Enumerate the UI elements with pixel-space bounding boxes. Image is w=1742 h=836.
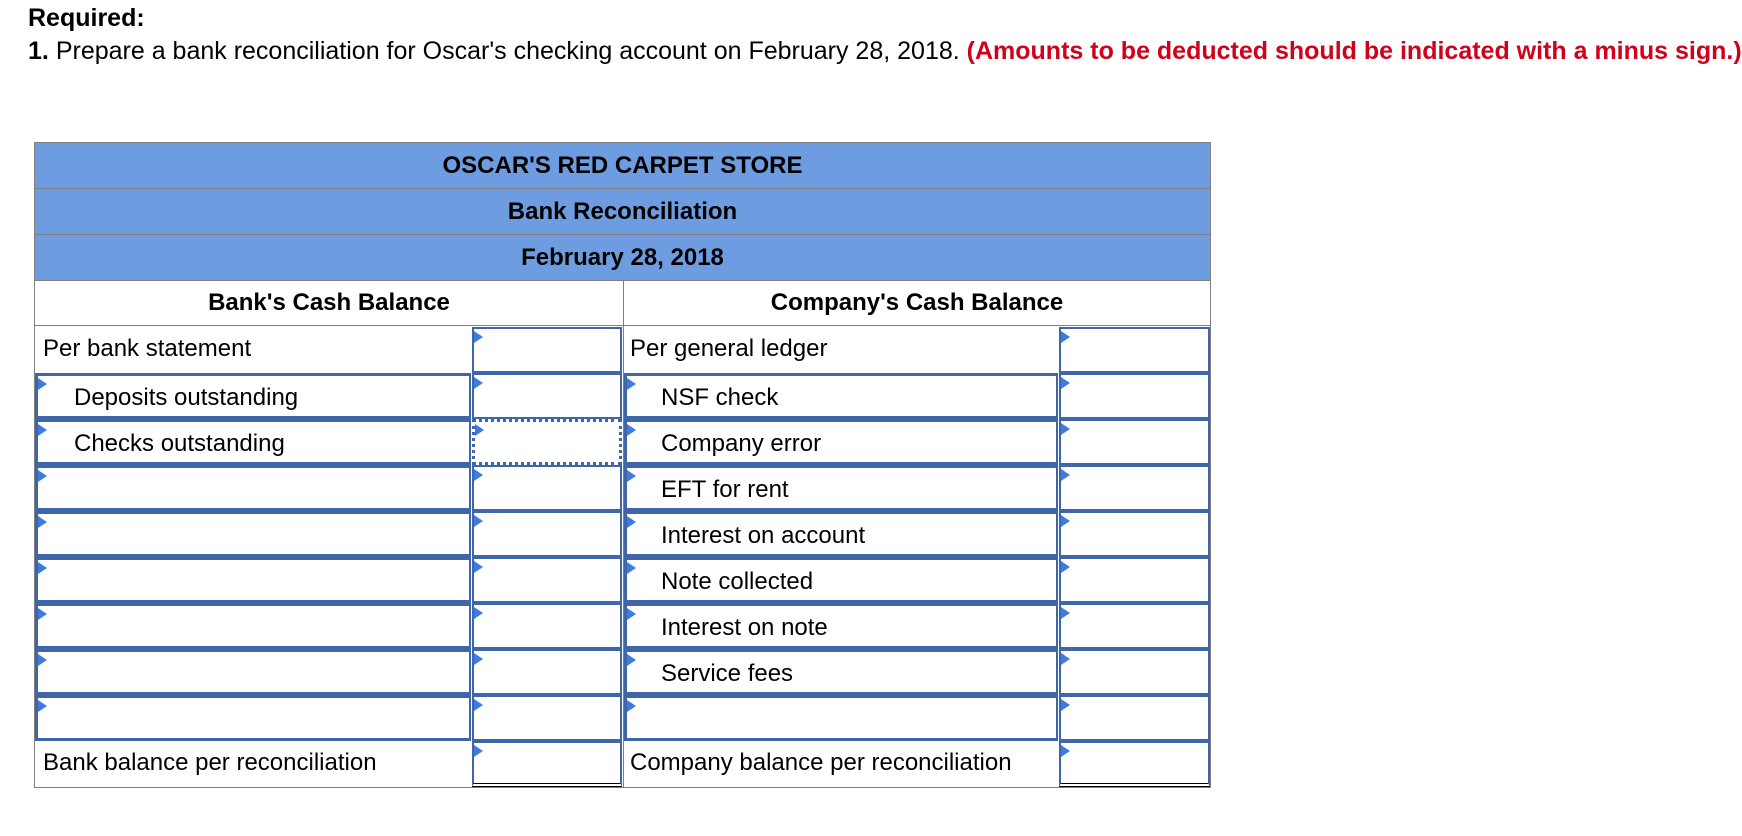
input-flag-icon: [1061, 607, 1070, 619]
table-row: [35, 465, 1210, 511]
company-total-label: Company balance per reconciliation: [630, 749, 1012, 776]
company-item-select[interactable]: Service fees: [624, 649, 1058, 695]
dropdown-flag-icon: [627, 562, 636, 574]
company-item-select[interactable]: Interest on account: [624, 511, 1058, 557]
dropdown-flag-icon: [38, 516, 47, 528]
per-bank-statement-label: Per bank statement: [43, 335, 252, 362]
instruction-number: 1.: [28, 37, 49, 65]
dropdown-flag-icon: [38, 700, 47, 712]
company-item-select[interactable]: Company error: [624, 419, 1058, 465]
input-flag-icon: [474, 331, 483, 343]
dropdown-flag-icon: [38, 654, 47, 666]
bank-amount-input[interactable]: [472, 603, 622, 649]
bank-amount-input[interactable]: [472, 511, 622, 557]
bank-balance-header: Bank's Cash Balance: [35, 281, 623, 326]
bank-item-select[interactable]: [35, 695, 471, 741]
company-amount-input[interactable]: [1059, 603, 1210, 649]
dropdown-flag-icon: [627, 424, 636, 436]
dropdown-flag-icon: [627, 608, 636, 620]
input-flag-icon: [1061, 561, 1070, 573]
company-amount-input[interactable]: [1059, 327, 1210, 373]
bank-amount-input[interactable]: [472, 649, 622, 695]
company-name: OSCAR'S RED CARPET STORE: [35, 143, 1210, 189]
dropdown-flag-icon: [627, 654, 636, 666]
company-total-input[interactable]: [1059, 741, 1210, 787]
company-item-select[interactable]: Interest on note: [624, 603, 1058, 649]
table-row: [35, 511, 1210, 557]
input-flag-icon: [474, 607, 483, 619]
dropdown-flag-icon: [627, 700, 636, 712]
bank-item-select[interactable]: [35, 603, 471, 649]
bank-total-label: Bank balance per reconciliation: [43, 749, 377, 776]
input-flag-icon: [1061, 423, 1070, 435]
bank-item-select[interactable]: [35, 511, 471, 557]
bank-item-select[interactable]: Checks outstanding: [35, 419, 471, 465]
bank-amount-input[interactable]: [472, 557, 622, 603]
required-heading: Required:: [28, 4, 145, 32]
company-amount-input[interactable]: [1059, 465, 1210, 511]
dropdown-flag-icon: [38, 608, 47, 620]
input-flag-icon: [474, 515, 483, 527]
company-amount-input[interactable]: [1059, 557, 1210, 603]
bank-amount-input[interactable]: [472, 465, 622, 511]
total-row: [35, 741, 1210, 787]
input-flag-icon: [1061, 699, 1070, 711]
bank-item-select[interactable]: Deposits outstanding: [35, 373, 471, 419]
dropdown-flag-icon: [627, 378, 636, 390]
report-date: February 28, 2018: [35, 235, 1210, 281]
bank-amount-input[interactable]: [472, 419, 622, 465]
bank-item-select[interactable]: [35, 557, 471, 603]
input-flag-icon: [1061, 331, 1070, 343]
company-amount-input[interactable]: [1059, 649, 1210, 695]
dropdown-flag-icon: [627, 516, 636, 528]
bank-amount-input[interactable]: [472, 695, 622, 741]
table-row: [35, 649, 1210, 695]
per-general-ledger-label: Per general ledger: [630, 335, 828, 362]
table-row: [35, 557, 1210, 603]
table-row: [35, 695, 1210, 741]
bank-item-select[interactable]: [35, 649, 471, 695]
input-flag-icon: [474, 745, 483, 757]
table-row: [35, 603, 1210, 649]
company-balance-header: Company's Cash Balance: [624, 281, 1210, 326]
dropdown-flag-icon: [38, 424, 47, 436]
dropdown-flag-icon: [627, 470, 636, 482]
company-item-select[interactable]: Note collected: [624, 557, 1058, 603]
table-row: [35, 419, 1210, 465]
company-amount-input[interactable]: [1059, 373, 1210, 419]
instruction-text: Prepare a bank reconciliation for Oscar's checking account on February 28, 2018.: [55, 37, 960, 65]
dropdown-flag-icon: [38, 562, 47, 574]
company-amount-input[interactable]: [1059, 511, 1210, 557]
company-item-select[interactable]: NSF check: [624, 373, 1058, 419]
input-flag-icon: [475, 424, 484, 436]
input-flag-icon: [1061, 469, 1070, 481]
instructions: [28, 2, 1742, 68]
report-title: Bank Reconciliation: [35, 189, 1210, 235]
input-flag-icon: [474, 469, 483, 481]
input-flag-icon: [474, 653, 483, 665]
company-amount-input[interactable]: [1059, 695, 1210, 741]
dropdown-flag-icon: [38, 470, 47, 482]
company-item-select[interactable]: EFT for rent: [624, 465, 1058, 511]
input-flag-icon: [1061, 745, 1070, 757]
table-row: [35, 327, 1210, 373]
dropdown-flag-icon: [38, 378, 47, 390]
table-row: [35, 373, 1210, 419]
company-item-select[interactable]: [624, 695, 1058, 741]
input-flag-icon: [1061, 653, 1070, 665]
input-flag-icon: [474, 377, 483, 389]
bank-total-input[interactable]: [472, 741, 622, 787]
input-flag-icon: [1061, 377, 1070, 389]
company-amount-input[interactable]: [1059, 419, 1210, 465]
input-flag-icon: [1061, 515, 1070, 527]
input-flag-icon: [474, 561, 483, 573]
bank-item-select[interactable]: [35, 465, 471, 511]
bank-reconciliation-table: [34, 142, 1211, 788]
bank-amount-input[interactable]: [472, 373, 622, 419]
bank-amount-input[interactable]: [472, 327, 622, 373]
instruction-note: (Amounts to be deducted should be indicated with a minus sign.): [966, 37, 1742, 65]
input-flag-icon: [474, 699, 483, 711]
